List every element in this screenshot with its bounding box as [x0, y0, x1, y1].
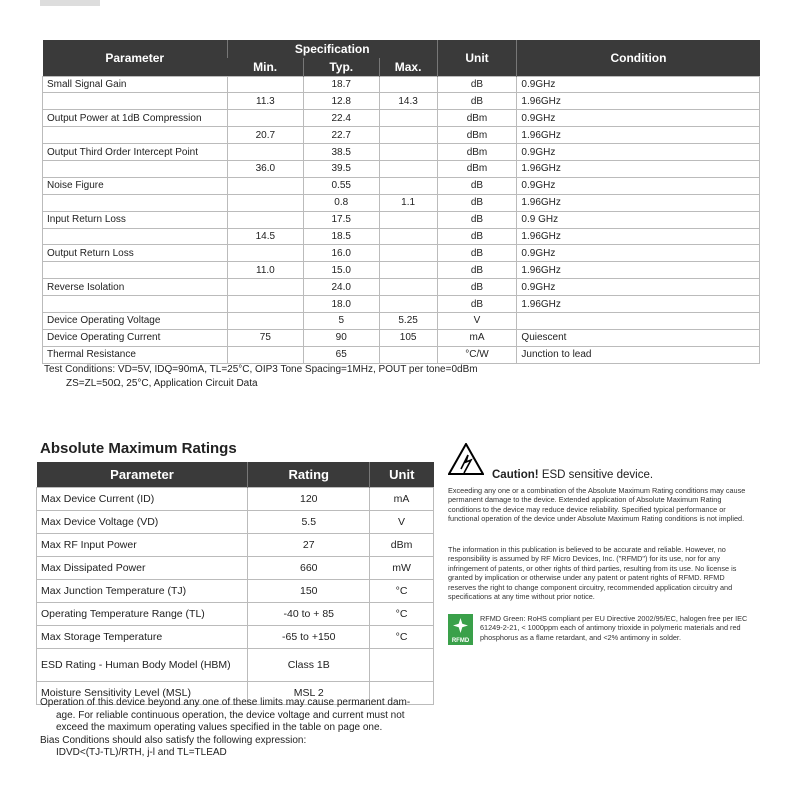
cell-param: Output Return Loss	[43, 245, 228, 262]
cell-typ: 18.5	[303, 228, 379, 245]
cell-rating: 150	[248, 580, 370, 603]
cell-unit: V	[437, 312, 517, 329]
cell-max: 105	[379, 329, 437, 346]
cell-param	[43, 160, 228, 177]
cell-typ: 65	[303, 346, 379, 363]
note-line: Bias Conditions should also satisfy the following expression:	[40, 734, 307, 746]
cell-typ: 15.0	[303, 262, 379, 279]
cell-unit: °C	[370, 580, 434, 603]
table-row	[43, 296, 760, 313]
cell-unit: V	[370, 511, 434, 534]
cell-unit: dBm	[437, 160, 517, 177]
cell-cond: 1.96GHz	[517, 228, 760, 245]
note-line: age. For reliable continuous operation, the device voltage and current must not	[56, 709, 405, 721]
impedance-conditions-line: ZS=ZL=50Ω, 25°C, Application Circuit Data	[66, 378, 258, 389]
rfmd-green-logo	[448, 614, 473, 645]
cell-min	[227, 211, 303, 228]
cell-max	[379, 346, 437, 363]
cell-unit: dB	[437, 93, 517, 110]
cell-unit: mW	[370, 557, 434, 580]
table-row	[43, 177, 760, 194]
cell-min: 14.5	[227, 228, 303, 245]
col-unit: Unit	[437, 40, 517, 76]
cell-param: Reverse Isolation	[43, 279, 228, 296]
cell-param	[43, 262, 228, 279]
cell-min	[227, 76, 303, 93]
cell-cond	[517, 312, 760, 329]
cell-min	[227, 194, 303, 211]
cell-param: Device Operating Voltage	[43, 312, 228, 329]
cell-typ: 17.5	[303, 211, 379, 228]
amr-col-parameter: Parameter	[37, 462, 248, 488]
cell-typ: 22.4	[303, 110, 379, 127]
cell-typ: 12.8	[303, 93, 379, 110]
caution-text: ESD sensitive device.	[538, 469, 654, 481]
table-row	[37, 511, 434, 534]
cell-unit: mA	[437, 329, 517, 346]
cell-max	[379, 245, 437, 262]
cell-typ: 16.0	[303, 245, 379, 262]
note-line: exceed the maximum operating values specified in the table on page one.	[56, 722, 383, 733]
cell-max	[379, 110, 437, 127]
table-row	[43, 194, 760, 211]
cell-min: 36.0	[227, 160, 303, 177]
cell-param: Max Device Current (ID)	[37, 488, 248, 511]
cell-max	[379, 211, 437, 228]
cell-param	[43, 194, 228, 211]
cell-max	[379, 262, 437, 279]
table-row	[37, 534, 434, 557]
cell-cond: Junction to lead	[517, 346, 760, 363]
cell-max: 14.3	[379, 93, 437, 110]
cell-min	[227, 177, 303, 194]
cell-typ: 0.55	[303, 177, 379, 194]
cell-min	[227, 296, 303, 313]
cell-unit: °C/W	[437, 346, 517, 363]
cell-cond: 1.96GHz	[517, 127, 760, 144]
cell-rating: 120	[248, 488, 370, 511]
cell-typ: 18.0	[303, 296, 379, 313]
cell-param: Max Junction Temperature (TJ)	[37, 580, 248, 603]
cell-cond: Quiescent	[517, 329, 760, 346]
col-min: Min.	[227, 58, 303, 76]
cell-unit: dBm	[437, 127, 517, 144]
cell-typ: 18.7	[303, 76, 379, 93]
table-row	[43, 127, 760, 144]
cell-unit: mA	[370, 488, 434, 511]
table-row	[43, 160, 760, 177]
cell-max	[379, 177, 437, 194]
cell-cond: 1.96GHz	[517, 194, 760, 211]
cell-max	[379, 127, 437, 144]
cell-rating: 27	[248, 534, 370, 557]
cell-typ: 38.5	[303, 144, 379, 161]
cell-unit: °C	[370, 603, 434, 626]
rfmd-green-label: RFMD	[451, 638, 470, 644]
table-row	[43, 245, 760, 262]
cell-min: 75	[227, 329, 303, 346]
abs-max-note	[40, 697, 440, 760]
col-typ: Typ.	[303, 58, 379, 76]
cell-unit: dBm	[437, 144, 517, 161]
cell-min	[227, 312, 303, 329]
rfmd-green-icon	[453, 618, 468, 633]
cell-cond: 1.96GHz	[517, 160, 760, 177]
table-row	[43, 211, 760, 228]
cell-typ: 24.0	[303, 279, 379, 296]
table-row	[37, 649, 434, 682]
cell-param: Max Storage Temperature	[37, 626, 248, 649]
liability-disclaimer: The information in this publication is believed to be accurate and reliable. However, no responsibility is assumed by RF Micro Devices, Inc. ("RFMD") for its use, nor for any infringement of patents, or other rights of third parties, resulting from its use. No license is granted by implication or otherwise under any patent or patent rights of RFMD. RFMD reserves the right to change component circuitry, recommended application circuitry and specifications at any time without prior notice.	[448, 545, 737, 602]
cell-param: Input Return Loss	[43, 211, 228, 228]
cell-typ: 90	[303, 329, 379, 346]
header-bar-fragment	[40, 0, 100, 6]
cell-param: Max Dissipated Power	[37, 557, 248, 580]
table-row	[43, 110, 760, 127]
cell-max	[379, 76, 437, 93]
cell-unit: dB	[437, 228, 517, 245]
cell-cond: 0.9GHz	[517, 279, 760, 296]
cell-typ: 39.5	[303, 160, 379, 177]
cell-cond: 1.96GHz	[517, 262, 760, 279]
cell-unit: dB	[437, 262, 517, 279]
cell-param: Output Third Order Intercept Point	[43, 144, 228, 161]
table-row	[43, 279, 760, 296]
cell-unit: °C	[370, 626, 434, 649]
abs-max-disclaimer: Exceeding any one or a combination of the Absolute Maximum Rating conditions may cause permanent damage to the device. Extended application of Absolute Maximum Rating conditions to the device may reduce device reliability. Specified typical performance or functional operation of the device under Absolute Maximum Rating conditions is not implied.	[448, 486, 746, 524]
abs-max-table	[36, 462, 434, 705]
cell-param: Max Device Voltage (VD)	[37, 511, 248, 534]
caution-title	[492, 469, 653, 481]
cell-rating: MSL 2	[248, 682, 370, 705]
cell-unit: dB	[437, 177, 517, 194]
note-line: Operation of this device beyond any one of these limits may cause permanent dam-	[40, 697, 411, 708]
cell-min	[227, 110, 303, 127]
table-row	[43, 93, 760, 110]
amr-col-rating: Rating	[248, 462, 370, 488]
col-specification: Specification	[227, 40, 437, 58]
cell-rating: -65 to +150	[248, 626, 370, 649]
cell-max: 1.1	[379, 194, 437, 211]
cell-min: 11.3	[227, 93, 303, 110]
cell-rating: 5.5	[248, 511, 370, 534]
cell-min: 11.0	[227, 262, 303, 279]
cell-cond: 0.9GHz	[517, 245, 760, 262]
caution-word: Caution!	[492, 469, 539, 481]
cell-param	[43, 127, 228, 144]
cell-typ: 5	[303, 312, 379, 329]
cell-rating: 660	[248, 557, 370, 580]
cell-param	[43, 228, 228, 245]
table-row	[37, 580, 434, 603]
cell-unit: dBm	[437, 110, 517, 127]
table-row	[43, 76, 760, 93]
cell-min	[227, 279, 303, 296]
cell-cond: 1.96GHz	[517, 93, 760, 110]
cell-typ: 0.8	[303, 194, 379, 211]
cell-rating: -40 to + 85	[248, 603, 370, 626]
col-max: Max.	[379, 58, 437, 76]
cell-max	[379, 144, 437, 161]
table-row	[37, 626, 434, 649]
table-row	[37, 488, 434, 511]
table-row	[43, 312, 760, 329]
cell-param: Device Operating Current	[43, 329, 228, 346]
cell-cond: 0.9GHz	[517, 177, 760, 194]
cell-min	[227, 245, 303, 262]
amr-col-unit: Unit	[370, 462, 434, 488]
cell-max: 5.25	[379, 312, 437, 329]
cell-unit: dB	[437, 76, 517, 93]
cell-typ: 22.7	[303, 127, 379, 144]
col-parameter: Parameter	[43, 40, 228, 76]
col-condition: Condition	[517, 40, 760, 76]
cell-cond: 0.9 GHz	[517, 211, 760, 228]
cell-max	[379, 160, 437, 177]
cell-unit: dB	[437, 296, 517, 313]
cell-min: 20.7	[227, 127, 303, 144]
cell-param: Operating Temperature Range (TL)	[37, 603, 248, 626]
cell-unit	[370, 649, 434, 682]
cell-unit: dB	[437, 245, 517, 262]
cell-param: Moisture Sensitivity Level (MSL)	[37, 682, 248, 705]
cell-cond: 0.9GHz	[517, 76, 760, 93]
table-row	[37, 557, 434, 580]
test-conditions-note	[44, 363, 478, 391]
table-row	[43, 262, 760, 279]
table-row	[43, 346, 760, 363]
cell-param: ESD Rating - Human Body Model (HBM)	[37, 649, 248, 682]
cell-param	[43, 296, 228, 313]
esd-warning-icon	[448, 443, 484, 475]
specification-table	[42, 40, 760, 364]
cell-max	[379, 228, 437, 245]
table-row	[43, 329, 760, 346]
cell-param: Thermal Resistance	[43, 346, 228, 363]
cell-cond: 1.96GHz	[517, 296, 760, 313]
cell-cond: 0.9GHz	[517, 144, 760, 161]
test-conditions-line: Test Conditions: VD=5V, IDQ=90mA, TL=25°C, OIP3 Tone Spacing=1MHz, POUT per tone=0dBm	[44, 364, 478, 375]
table-row	[37, 603, 434, 626]
cell-param: Output Power at 1dB Compression	[43, 110, 228, 127]
cell-max	[379, 296, 437, 313]
cell-rating: Class 1B	[248, 649, 370, 682]
cell-unit: dB	[437, 211, 517, 228]
table-row	[43, 144, 760, 161]
abs-max-title: Absolute Maximum Ratings	[40, 440, 237, 457]
cell-max	[379, 279, 437, 296]
cell-cond: 0.9GHz	[517, 110, 760, 127]
cell-unit: dBm	[370, 534, 434, 557]
cell-unit: dB	[437, 279, 517, 296]
cell-min	[227, 144, 303, 161]
cell-unit: dB	[437, 194, 517, 211]
bias-expression: IDVD<(TJ-TL)/RTH, j-l and TL=TLEAD	[56, 747, 227, 758]
cell-param: Max RF Input Power	[37, 534, 248, 557]
rfmd-green-statement: RFMD Green: RoHS compliant per EU Directive 2002/95/EC, halogen free per IEC 61249-2-21, < 1000ppm each of antimony trioxide in polymeric materials and red phosphorus as a flame retardant, and <2% antimony in solder.	[480, 614, 748, 642]
cell-param	[43, 93, 228, 110]
cell-min	[227, 346, 303, 363]
cell-param: Small Signal Gain	[43, 76, 228, 93]
table-row	[43, 228, 760, 245]
cell-param: Noise Figure	[43, 177, 228, 194]
